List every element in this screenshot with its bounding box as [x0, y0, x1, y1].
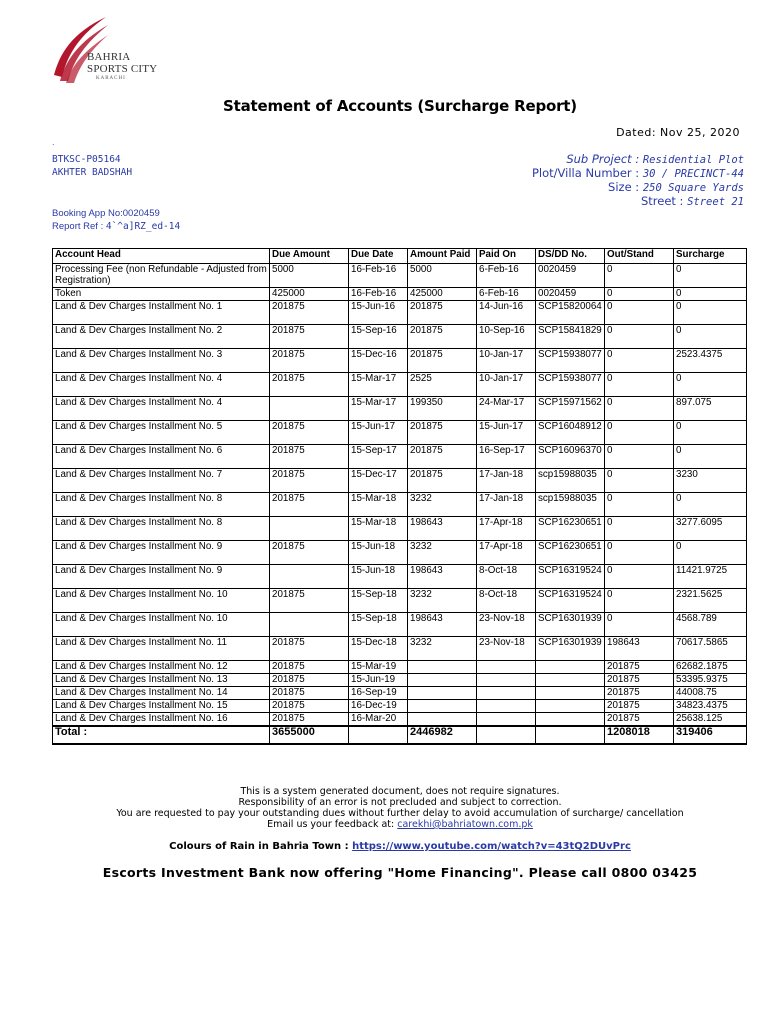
cell-paid-on: 10-Sep-16 [477, 325, 536, 349]
table-row [53, 349, 747, 373]
marker-dot: . [52, 138, 55, 147]
dated-label: Dated: Nov 25, 2020 [616, 126, 740, 139]
cell-paid-on: 14-Jun-16 [477, 301, 536, 325]
cell-surcharge: 0 [674, 264, 747, 288]
sub-project-value: Residential Plot [642, 154, 744, 166]
cell-amount-paid [408, 674, 477, 687]
street-value: Street 21 [687, 196, 744, 208]
table-row [53, 421, 747, 445]
footer-line-1: This is a system generated document, does not require signatures. [240, 786, 560, 797]
cell-due-date: 15-Dec-18 [349, 637, 408, 661]
cell-ds-dd-no [536, 687, 605, 700]
cell-amount-paid: 3232 [408, 637, 477, 661]
cell-due-date: 15-Jun-18 [349, 565, 408, 589]
cell-outstanding: 0 [605, 264, 674, 288]
cell-paid-on: 17-Jan-18 [477, 493, 536, 517]
cell-paid-on: 23-Nov-18 [477, 613, 536, 637]
cell-amount-paid [408, 661, 477, 674]
cell-due-date: 15-Mar-19 [349, 661, 408, 674]
cell-outstanding: 201875 [605, 687, 674, 700]
table-row [53, 674, 747, 687]
cell-outstanding: 0 [605, 349, 674, 373]
cell-paid-on: 6-Feb-16 [477, 264, 536, 288]
cell-paid-on [477, 713, 536, 726]
cell-due-date: 15-Mar-17 [349, 397, 408, 421]
cell-paid-on [477, 674, 536, 687]
table-row [53, 325, 747, 349]
cell-ds-dd-no: SCP16319524 [536, 565, 605, 589]
table-row [53, 264, 747, 288]
cell-amount-paid [408, 700, 477, 713]
table-row [53, 397, 747, 421]
table-row [53, 700, 747, 713]
cell-amount-paid: 201875 [408, 469, 477, 493]
cell-amount-paid: 5000 [408, 264, 477, 288]
cell-due-date: 15-Sep-18 [349, 589, 408, 613]
cell-surcharge: 0 [674, 421, 747, 445]
cell-ds-dd-no: SCP15971562 [536, 397, 605, 421]
cell-amount-paid: 198643 [408, 517, 477, 541]
table-row [53, 661, 747, 674]
cell-account-head: Land & Dev Charges Installment No. 9 [53, 565, 270, 589]
cell-amount-paid: 201875 [408, 445, 477, 469]
cell-account-head: Land & Dev Charges Installment No. 10 [53, 613, 270, 637]
cell-surcharge: 11421.9725 [674, 565, 747, 589]
cell-due-amount: 201875 [270, 713, 349, 726]
cell-ds-dd-no: SCP15841829 [536, 325, 605, 349]
cell-due-amount: 201875 [270, 661, 349, 674]
table-row [53, 541, 747, 565]
cell-account-head: Land & Dev Charges Installment No. 7 [53, 469, 270, 493]
cell-ds-dd-no: scp15988035 [536, 469, 605, 493]
cell-ds-dd-no: 0020459 [536, 264, 605, 288]
total-row [53, 726, 747, 744]
cell-surcharge: 2523.4375 [674, 349, 747, 373]
cell-ds-dd-no: SCP16230651 [536, 517, 605, 541]
cell-outstanding: 0 [605, 541, 674, 565]
cell-outstanding: 0 [605, 493, 674, 517]
table-row [53, 469, 747, 493]
cell-account-head: Land & Dev Charges Installment No. 1 [53, 301, 270, 325]
cell-ds-dd-no [536, 713, 605, 726]
cell-due-amount: 425000 [270, 288, 349, 301]
cell-amount-paid: 2525 [408, 373, 477, 397]
col-account-head: Account Head [53, 249, 270, 264]
cell-surcharge: 53395.9375 [674, 674, 747, 687]
cell-ds-dd-no [536, 700, 605, 713]
cell-account-head: Land & Dev Charges Installment No. 16 [53, 713, 270, 726]
logo-text-line3: KARACHI [96, 76, 126, 81]
cell-ds-dd-no: SCP15938077 [536, 349, 605, 373]
cell-due-date: 15-Dec-17 [349, 469, 408, 493]
cell-due-date: 15-Dec-16 [349, 349, 408, 373]
cell-amount-paid: 201875 [408, 325, 477, 349]
plot-number-value: 30 / PRECINCT-44 [642, 168, 744, 180]
cell-surcharge: 0 [674, 288, 747, 301]
statement-table [52, 248, 747, 745]
escorts-banner: Escorts Investment Bank now offering "Home Financing". Please call 0800 03425 [102, 865, 698, 880]
col-due-amount: Due Amount [270, 249, 349, 264]
cell-surcharge: 62682.1875 [674, 661, 747, 674]
col-amount-paid: Amount Paid [408, 249, 477, 264]
cell-due-amount: 201875 [270, 674, 349, 687]
cell-ds-dd-no: SCP15820064 [536, 301, 605, 325]
feedback-email-link[interactable]: carekhi@bahriatown.com.pk [397, 819, 533, 830]
table-row [53, 373, 747, 397]
table-row [53, 613, 747, 637]
table-body [53, 264, 747, 726]
cell-account-head: Land & Dev Charges Installment No. 3 [53, 349, 270, 373]
cell-due-date: 15-Sep-17 [349, 445, 408, 469]
cell-outstanding: 201875 [605, 713, 674, 726]
cell-account-head: Land & Dev Charges Installment No. 10 [53, 589, 270, 613]
cell-due-amount: 201875 [270, 687, 349, 700]
table-row [53, 637, 747, 661]
cell-account-head: Land & Dev Charges Installment No. 11 [53, 637, 270, 661]
cell-due-amount: 201875 [270, 325, 349, 349]
cell-paid-on: 17-Apr-18 [477, 517, 536, 541]
cell-outstanding: 0 [605, 517, 674, 541]
cell-outstanding: 0 [605, 325, 674, 349]
cell-account-head: Land & Dev Charges Installment No. 4 [53, 397, 270, 421]
cell-ds-dd-no: SCP16096370 [536, 445, 605, 469]
cell-surcharge: 3277.6095 [674, 517, 747, 541]
table-row [53, 445, 747, 469]
cell-due-date: 16-Dec-19 [349, 700, 408, 713]
col-surcharge: Surcharge [674, 249, 747, 264]
cell-surcharge: 0 [674, 373, 747, 397]
total-empty [349, 726, 408, 744]
cell-due-date: 15-Jun-18 [349, 541, 408, 565]
cell-due-amount [270, 397, 349, 421]
cell-due-amount: 201875 [270, 373, 349, 397]
cell-amount-paid: 201875 [408, 301, 477, 325]
cell-surcharge: 897.075 [674, 397, 747, 421]
col-ds-dd-no: DS/DD No. [536, 249, 605, 264]
cell-account-head: Land & Dev Charges Installment No. 9 [53, 541, 270, 565]
cell-surcharge: 34823.4375 [674, 700, 747, 713]
cell-outstanding: 201875 [605, 661, 674, 674]
cell-due-amount: 201875 [270, 700, 349, 713]
colours-label: Colours of Rain in Bahria Town : [169, 841, 353, 852]
plot-number-label: Plot/Villa Number : [532, 166, 643, 180]
cell-ds-dd-no [536, 661, 605, 674]
table-row [53, 565, 747, 589]
cell-amount-paid [408, 687, 477, 700]
cell-surcharge: 2321.5625 [674, 589, 747, 613]
cell-amount-paid: 201875 [408, 349, 477, 373]
cell-due-amount: 201875 [270, 541, 349, 565]
cell-ds-dd-no: 0020459 [536, 288, 605, 301]
cell-account-head: Processing Fee (non Refundable - Adjusted from Registration) [53, 264, 270, 288]
cell-account-head: Land & Dev Charges Installment No. 4 [53, 373, 270, 397]
cell-outstanding: 201875 [605, 700, 674, 713]
table-row [53, 517, 747, 541]
cell-due-amount: 5000 [270, 264, 349, 288]
cell-outstanding: 0 [605, 565, 674, 589]
cell-due-date: 15-Jun-16 [349, 301, 408, 325]
cell-account-head: Land & Dev Charges Installment No. 8 [53, 517, 270, 541]
cell-amount-paid: 3232 [408, 541, 477, 565]
plot-size-label: Size : [608, 180, 643, 194]
cell-surcharge: 3230 [674, 469, 747, 493]
table-row [53, 301, 747, 325]
cell-due-amount: 201875 [270, 493, 349, 517]
cell-due-amount: 201875 [270, 637, 349, 661]
cell-paid-on: 17-Apr-18 [477, 541, 536, 565]
col-paid-on: Paid On [477, 249, 536, 264]
cell-outstanding: 0 [605, 589, 674, 613]
cell-surcharge: 0 [674, 325, 747, 349]
cell-due-date: 16-Sep-19 [349, 687, 408, 700]
cell-ds-dd-no: SCP16319524 [536, 589, 605, 613]
plot-size [608, 180, 744, 194]
cell-outstanding: 0 [605, 373, 674, 397]
footer-line-3: You are requested to pay your outstanding dues without further delay to avoid accumulation of surcharge/ cancellation [116, 808, 684, 819]
page-title: Statement of Accounts (Surcharge Report) [223, 97, 577, 115]
cell-due-amount: 201875 [270, 421, 349, 445]
cell-due-amount: 201875 [270, 301, 349, 325]
cell-paid-on [477, 700, 536, 713]
cell-ds-dd-no: SCP15938077 [536, 373, 605, 397]
street [641, 194, 744, 208]
cell-amount-paid [408, 713, 477, 726]
cell-due-amount: 201875 [270, 445, 349, 469]
table-row [53, 493, 747, 517]
cell-paid-on [477, 661, 536, 674]
cell-due-date: 15-Sep-16 [349, 325, 408, 349]
table-row [53, 713, 747, 726]
table-row [53, 687, 747, 700]
cell-due-date: 15-Sep-18 [349, 613, 408, 637]
cell-amount-paid: 198643 [408, 565, 477, 589]
cell-account-head: Token [53, 288, 270, 301]
footer-email-line [0, 819, 768, 831]
cell-outstanding: 0 [605, 301, 674, 325]
cell-account-head: Land & Dev Charges Installment No. 15 [53, 700, 270, 713]
cell-ds-dd-no: SCP16048912 [536, 421, 605, 445]
cell-paid-on: 16-Sep-17 [477, 445, 536, 469]
cell-account-head: Land & Dev Charges Installment No. 6 [53, 445, 270, 469]
cell-ds-dd-no: SCP16301939 [536, 637, 605, 661]
footer-email-label: Email us your feedback at: [267, 819, 398, 830]
cell-account-head: Land & Dev Charges Installment No. 8 [53, 493, 270, 517]
table-row [53, 288, 747, 301]
cell-surcharge: 4568.789 [674, 613, 747, 637]
logo-text-line2: SPORTS CITY [87, 63, 158, 75]
cell-ds-dd-no [536, 674, 605, 687]
cell-surcharge: 70617.5865 [674, 637, 747, 661]
street-label: Street : [640, 194, 688, 208]
table-row [53, 589, 747, 613]
col-due-date: Due Date [349, 249, 408, 264]
member-name: AKHTER BADSHAH [52, 167, 133, 178]
total-outstanding: 1208018 [605, 726, 674, 744]
bahria-sports-city-logo [50, 15, 180, 87]
cell-outstanding: 0 [605, 421, 674, 445]
cell-due-amount [270, 613, 349, 637]
cell-amount-paid: 199350 [408, 397, 477, 421]
cell-paid-on: 15-Jun-17 [477, 421, 536, 445]
plot-number [532, 166, 744, 180]
cell-amount-paid: 3232 [408, 493, 477, 517]
cell-paid-on: 10-Jan-17 [477, 349, 536, 373]
total-empty [477, 726, 536, 744]
cell-outstanding: 0 [605, 288, 674, 301]
cell-amount-paid: 201875 [408, 421, 477, 445]
cell-surcharge: 0 [674, 493, 747, 517]
cell-paid-on: 24-Mar-17 [477, 397, 536, 421]
cell-due-date: 16-Feb-16 [349, 288, 408, 301]
cell-outstanding: 0 [605, 397, 674, 421]
cell-outstanding: 201875 [605, 674, 674, 687]
cell-surcharge: 25638.125 [674, 713, 747, 726]
cell-amount-paid: 198643 [408, 613, 477, 637]
sub-project [566, 152, 744, 166]
member-id: BTKSC-P05164 [52, 154, 121, 165]
cell-due-date: 15-Mar-17 [349, 373, 408, 397]
logo-text-line1: BAHRIA [87, 51, 131, 63]
cell-paid-on: 6-Feb-16 [477, 288, 536, 301]
colours-of-rain-line [0, 841, 768, 852]
report-ref-value: 4`^a]RZ_ed-14 [105, 221, 181, 232]
total-paid: 2446982 [408, 726, 477, 744]
cell-due-amount: 201875 [270, 469, 349, 493]
cell-ds-dd-no: scp15988035 [536, 493, 605, 517]
cell-amount-paid: 425000 [408, 288, 477, 301]
cell-due-date: 15-Jun-17 [349, 421, 408, 445]
cell-due-amount [270, 565, 349, 589]
cell-ds-dd-no: SCP16301939 [536, 613, 605, 637]
footer-line-2: Responsibility of an error is not precluded and subject to correction. [238, 797, 562, 808]
cell-due-date: 15-Mar-18 [349, 493, 408, 517]
total-label: Total : [53, 726, 270, 744]
cell-account-head: Land & Dev Charges Installment No. 13 [53, 674, 270, 687]
cell-outstanding: 0 [605, 469, 674, 493]
sub-project-label: Sub Project : [566, 152, 643, 166]
cell-paid-on: 10-Jan-17 [477, 373, 536, 397]
cell-due-date: 15-Jun-19 [349, 674, 408, 687]
cell-paid-on [477, 687, 536, 700]
cell-account-head: Land & Dev Charges Installment No. 12 [53, 661, 270, 674]
cell-due-date: 15-Mar-18 [349, 517, 408, 541]
report-ref [52, 221, 180, 232]
total-due: 3655000 [270, 726, 349, 744]
youtube-link[interactable]: https://www.youtube.com/watch?v=43tQ2DUvPrc [352, 841, 631, 852]
cell-surcharge: 0 [674, 301, 747, 325]
cell-paid-on: 17-Jan-18 [477, 469, 536, 493]
cell-account-head: Land & Dev Charges Installment No. 2 [53, 325, 270, 349]
cell-surcharge: 44008.75 [674, 687, 747, 700]
plot-size-value: 250 Square Yards [642, 182, 744, 194]
cell-account-head: Land & Dev Charges Installment No. 5 [53, 421, 270, 445]
cell-surcharge: 0 [674, 445, 747, 469]
cell-due-date: 16-Mar-20 [349, 713, 408, 726]
cell-outstanding: 198643 [605, 637, 674, 661]
total-surcharge: 319406 [674, 726, 747, 744]
col-outstanding: Out/Stand [605, 249, 674, 264]
cell-paid-on: 23-Nov-18 [477, 637, 536, 661]
cell-paid-on: 8-Oct-18 [477, 565, 536, 589]
cell-ds-dd-no: SCP16230651 [536, 541, 605, 565]
report-ref-label: Report Ref : [52, 221, 106, 232]
cell-due-amount [270, 517, 349, 541]
total-empty [536, 726, 605, 744]
booking-number: Booking App No:0020459 [52, 208, 160, 219]
cell-account-head: Land & Dev Charges Installment No. 14 [53, 687, 270, 700]
cell-outstanding: 0 [605, 445, 674, 469]
cell-paid-on: 8-Oct-18 [477, 589, 536, 613]
table-header-row [53, 249, 747, 264]
cell-due-amount: 201875 [270, 589, 349, 613]
cell-amount-paid: 3232 [408, 589, 477, 613]
cell-surcharge: 0 [674, 541, 747, 565]
cell-due-date: 16-Feb-16 [349, 264, 408, 288]
cell-outstanding: 0 [605, 613, 674, 637]
cell-due-amount: 201875 [270, 349, 349, 373]
